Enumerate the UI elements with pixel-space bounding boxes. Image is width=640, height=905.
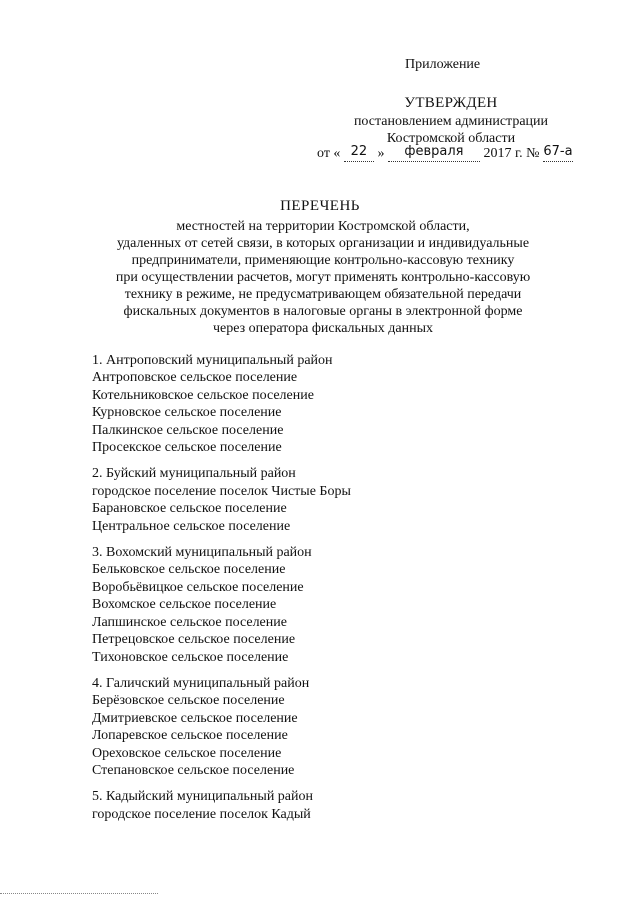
settlement-item: Лопаревское сельское поселение [92,728,288,744]
settlement-item: Котельниковское сельское поселение [92,387,314,403]
number-field [543,144,573,162]
settlement-item: Антроповское сельское поселение [92,370,298,386]
description-line: технику в режиме, не предусматривающем обязательной передачи [124,287,522,302]
year-text: 2017 г. № [483,146,540,161]
day-value: 22 [350,144,368,159]
day-field [344,144,374,162]
settlement-item: Курновское сельское поселение [92,405,282,421]
number-value: 67-а [543,144,573,159]
approved-by-line: постановлением администрации [353,114,549,129]
settlement-item: Тихоновское сельское поселение [92,649,289,665]
description-line: через оператора фискальных данных [212,321,434,336]
settlement-item: Степановское сельское поселение [92,762,295,778]
settlement-item: Берёзовское сельское поселение [92,693,285,709]
settlement-item: Центральное сельское поселение [92,518,291,534]
settlement-item: Ореховское сельское поселение [92,745,282,761]
settlement-item: городское поселение поселок Кадый [92,806,311,822]
settlement-item: Петрецовское сельское поселение [92,632,296,648]
description-line: удаленных от сетей связи, в которых организации и индивидуальные [116,236,530,251]
settlement-item: Лапшинское сельское поселение [92,614,287,630]
settlement-item: Палкинское сельское поселение [92,422,284,438]
district-section [92,788,572,823]
appendix-label: Приложение [405,57,481,72]
description-line: предприниматели, применяющие контрольно-кассовую технику [131,253,515,268]
district-title: 3. Вохомский муниципальный район [92,545,312,561]
settlement-item: Вохомское сельское поселение [92,597,277,613]
district-section [92,352,572,456]
description-line: при осуществлении расчетов, могут применять контрольно-кассовую [115,270,531,285]
district-title: 5. Кадыйский муниципальный район [92,789,314,805]
document-title: ПЕРЕЧЕНЬ [280,198,360,214]
region-line: Костромской области [386,131,516,146]
district-section [92,675,572,779]
month-value: февраля [404,144,464,159]
settlement-item: Воробьёвицкое сельское поселение [92,579,304,595]
month-field [388,144,480,162]
description-line: фискальных документов в налоговые органы в электронной форме [123,304,523,319]
districts-list [92,352,572,832]
footer-divider [0,893,158,894]
district-section [92,544,572,666]
settlement-item: Барановское сельское поселение [92,501,287,517]
settlement-item: Бельковское сельское поселение [92,562,286,578]
district-section [92,465,572,535]
description-line: местностей на территории Костромской области, [176,219,470,234]
district-title: 2. Буйский муниципальный район [92,466,296,482]
approved-heading: УТВЕРЖДЕН [404,95,498,111]
district-title: 1. Антроповский муниципальный район [92,353,333,368]
district-title: 4. Галичский муниципальный район [92,675,310,691]
decree-date-line [317,146,573,162]
settlement-item: Дмитриевское сельское поселение [92,710,298,726]
date-close-quote: » [377,146,385,161]
settlement-item: городское поселение поселок Чистые Боры [92,483,351,499]
document-description [90,218,556,337]
date-prefix: от « [317,146,341,161]
settlement-item: Просекское сельское поселение [92,440,282,456]
